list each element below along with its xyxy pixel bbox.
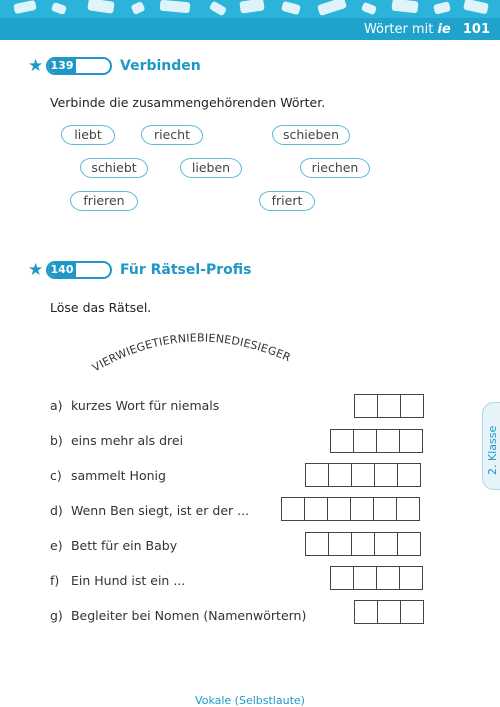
banner-decoration — [433, 1, 451, 15]
word-cloud[interactable]: riecht — [141, 125, 203, 145]
answer-box[interactable] — [397, 532, 421, 556]
star-icon: ★ — [28, 56, 44, 76]
answer-box[interactable] — [399, 429, 423, 453]
answer-boxes[interactable] — [355, 394, 424, 418]
exercise-number-pill — [46, 261, 112, 279]
question-d — [50, 503, 249, 518]
question-a — [50, 398, 219, 413]
banner-decoration — [209, 1, 227, 17]
exercise-title: Verbinden — [120, 58, 201, 74]
answer-boxes[interactable] — [282, 497, 420, 521]
answer-box[interactable] — [374, 532, 398, 556]
puzzle-string-path: VIERWIEGETIERNIEBIENEDIESIEGER — [90, 331, 293, 375]
banner-decoration — [87, 0, 114, 14]
answer-box[interactable] — [351, 532, 375, 556]
answer-box[interactable] — [350, 497, 374, 521]
answer-box[interactable] — [399, 566, 423, 590]
exercise-number-pill — [46, 57, 112, 75]
answer-box[interactable] — [374, 463, 398, 487]
word-cloud[interactable]: schiebt — [80, 158, 148, 178]
banner-decoration — [361, 2, 377, 16]
question-text: Begleiter bei Nomen (Namenwörtern) — [70, 608, 307, 623]
word-cloud[interactable]: schieben — [272, 125, 350, 145]
exercise-title: Für Rätsel-Profis — [120, 262, 252, 278]
header-banner — [0, 0, 500, 40]
answer-boxes[interactable] — [306, 463, 421, 487]
banner-decoration — [239, 0, 264, 14]
word-cloud[interactable]: liebt — [61, 125, 115, 145]
banner-decoration — [51, 2, 67, 15]
answer-box[interactable] — [330, 566, 354, 590]
question-c — [50, 468, 166, 483]
answer-box[interactable] — [305, 532, 329, 556]
question-text: kurzes Wort für niemals — [70, 398, 220, 413]
banner-decoration — [160, 0, 191, 13]
question-label: c) — [50, 468, 62, 483]
star-icon: ★ — [28, 260, 44, 280]
banner-decoration — [13, 0, 37, 14]
answer-box[interactable] — [327, 497, 351, 521]
question-f — [50, 573, 185, 588]
answer-box[interactable] — [328, 532, 352, 556]
answer-box[interactable] — [400, 394, 424, 418]
question-label: b) — [50, 433, 63, 448]
answer-box[interactable] — [376, 429, 400, 453]
question-label: d) — [50, 503, 63, 518]
answer-box[interactable] — [353, 429, 377, 453]
answer-box[interactable] — [305, 463, 329, 487]
answer-boxes[interactable] — [331, 429, 423, 453]
word-cloud[interactable]: frieren — [70, 191, 138, 211]
page-number: 101 — [462, 22, 490, 37]
answer-boxes[interactable] — [306, 532, 421, 556]
answer-box[interactable] — [304, 497, 328, 521]
answer-box[interactable] — [353, 566, 377, 590]
chapter-title — [364, 22, 490, 37]
question-text: Ein Hund ist ein ... — [70, 573, 186, 588]
question-text: eins mehr als drei — [70, 433, 184, 448]
answer-box[interactable] — [396, 497, 420, 521]
question-label: f) — [50, 573, 60, 588]
answer-box[interactable] — [351, 463, 375, 487]
question-label: e) — [50, 538, 63, 553]
question-e — [50, 538, 177, 553]
puzzle-string — [90, 331, 293, 374]
answer-box[interactable] — [377, 394, 401, 418]
banner-decoration — [463, 0, 489, 14]
answer-boxes[interactable] — [331, 566, 423, 590]
exercise-number: 140 — [48, 263, 76, 277]
answer-boxes[interactable] — [355, 600, 424, 624]
answer-box[interactable] — [328, 463, 352, 487]
grade-side-tab — [482, 402, 500, 490]
question-g — [50, 608, 306, 623]
answer-box[interactable] — [377, 600, 401, 624]
exercise-139-header — [28, 56, 201, 76]
word-cloud[interactable]: lieben — [180, 158, 242, 178]
answer-box[interactable] — [281, 497, 305, 521]
question-label: a) — [50, 398, 63, 413]
exercise-number: 139 — [48, 59, 76, 73]
exercise-instruction: Verbinde die zusammengehörenden Wörter. — [50, 95, 326, 110]
page-footer: Vokale (Selbstlaute) — [195, 694, 305, 707]
answer-box[interactable] — [354, 394, 378, 418]
answer-box[interactable] — [354, 600, 378, 624]
banner-decoration — [391, 0, 418, 13]
answer-box[interactable] — [373, 497, 397, 521]
exercise-instruction: Löse das Rätsel. — [50, 300, 152, 315]
word-cloud[interactable]: riechen — [300, 158, 370, 178]
question-text: Bett für ein Baby — [70, 538, 178, 553]
banner-decoration — [281, 1, 301, 15]
grade-label: 2. Klasse — [486, 425, 499, 475]
answer-box[interactable] — [400, 600, 424, 624]
question-text: Wenn Ben siegt, ist er der ... — [70, 503, 250, 518]
question-text: sammelt Honig — [70, 468, 166, 483]
puzzle-letter-arc — [80, 322, 310, 378]
question-label: g) — [50, 608, 63, 623]
banner-decoration — [317, 0, 347, 16]
question-b — [50, 433, 183, 448]
banner-decoration — [130, 1, 145, 15]
answer-box[interactable] — [376, 566, 400, 590]
answer-box[interactable] — [397, 463, 421, 487]
answer-box[interactable] — [330, 429, 354, 453]
word-cloud[interactable]: friert — [259, 191, 315, 211]
chapter-ie: ie — [437, 22, 451, 37]
chapter-prefix: Wörter mit — [363, 22, 434, 37]
exercise-140-header — [28, 260, 251, 280]
